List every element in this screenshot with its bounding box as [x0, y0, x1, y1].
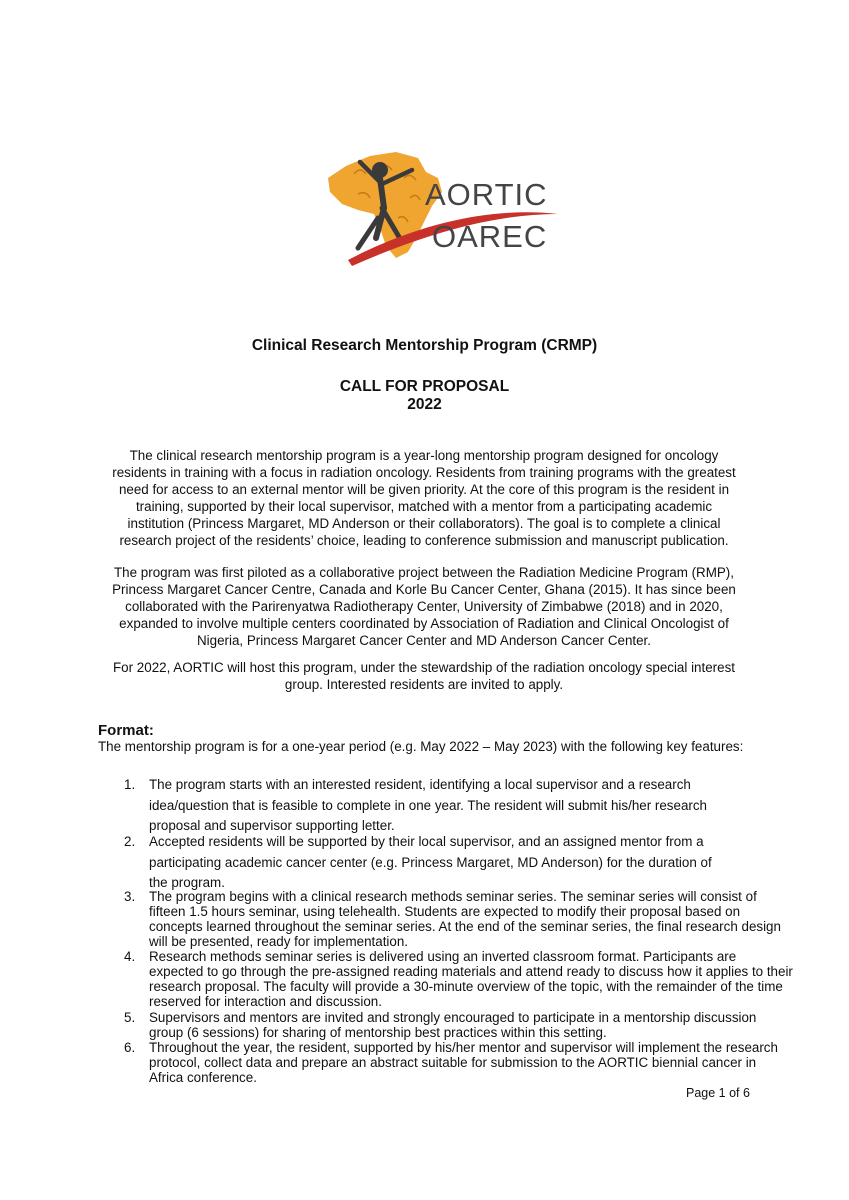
list-number: 3. [124, 889, 136, 904]
list-line: participating academic cancer center (e.g. Princess Margaret, MD Anderson) for the duration of [149, 854, 712, 870]
list-number: 4. [124, 949, 136, 964]
paragraph-line: collaborated with the Parirenyatwa Radiotherapy Center, University of Zimbabwe (2018) and in 2020, [125, 599, 723, 614]
paragraph-line: institution (Princess Margaret, MD Anderson or their collaborators). The goal is to complete a clinical [127, 516, 721, 531]
list-line: expected to go through the pre-assigned reading materials and attend ready to discuss how it applies to their [149, 964, 793, 980]
paragraph-line: For 2022, AORTIC will host this program, under the stewardship of the radiation oncology special interest [113, 660, 735, 675]
list-line: The program starts with an interested resident, identifying a local supervisor and a research [149, 777, 691, 792]
list-line: The program begins with a clinical research methods seminar series. The seminar series will consist of [149, 889, 757, 904]
intro-paragraph-1 [98, 447, 750, 549]
list-line: proposal and supervisor supporting letter. [149, 818, 395, 833]
paragraph-line: need for access to an external mentor will be given priority. At the core of this program is the resident in [118, 482, 730, 497]
paragraph-line: research project of the residents’ choice, leading to conference submission and manuscript publication. [119, 533, 729, 548]
list-line: group (6 sessions) for sharing of mentorship best practices within this setting. [149, 1025, 607, 1041]
list-line: concepts learned throughout the seminar series. At the end of the seminar series, the final research design [149, 919, 781, 935]
paragraph-line: The program was first piloted as a collaborative project between the Radiation Medicine Program (RMP), [114, 565, 734, 580]
list-line: Supervisors and mentors are invited and strongly encouraged to participate in a mentorship discussion [149, 1010, 757, 1025]
call-for-proposal-title: CALL FOR PROPOSAL [339, 378, 510, 395]
intro-paragraph-2 [98, 564, 750, 649]
list-line: Throughout the year, the resident, supported by his/her mentor and supervisor will implement the research [149, 1040, 778, 1055]
paragraph-line: The clinical research mentorship program is a year-long mentorship program designed for oncology [129, 448, 719, 463]
document-title: Clinical Research Mentorship Program (CRMP) [251, 337, 598, 354]
intro-paragraph-3 [98, 659, 750, 693]
list-line: fifteen 1.5 hours seminar, using telehealth. Students are expected to modify their proposal based on [149, 904, 741, 920]
list-line: protocol, collect data and prepare an abstract suitable for submission to the AORTIC biennial cancer in [149, 1055, 757, 1071]
logo-text-oarec: OAREC [432, 219, 548, 254]
paragraph-line: Princess Margaret Cancer Centre, Canada and Korle Bu Cancer Center, Ghana (2015). It has since been [112, 582, 736, 597]
paragraph-line: residents in training with a focus in radiation oncology. Residents from training programs with the greatest [112, 465, 736, 480]
list-number: 5. [124, 1010, 136, 1025]
paragraph-line: group. Interested residents are invited to apply. [284, 677, 564, 692]
list-line: research proposal. The faculty will provide a 30-minute overview of the topic, with the remainder of the time [149, 979, 783, 995]
list-line: will be presented, ready for implementation. [149, 934, 409, 950]
list-line: Research methods seminar series is delivered using an inverted classroom format. Participants are [149, 949, 737, 964]
logo-text-aortic: AORTIC [425, 177, 548, 212]
paragraph-line: expanded to involve multiple centers coordinated by Association of Radiation and Clinical Oncologist of [119, 616, 729, 631]
list-line: Accepted residents will be supported by their local supervisor, and an assigned mentor from a [149, 834, 704, 849]
paragraph-line: Nigeria, Princess Margaret Cancer Center and MD Anderson Cancer Center. [197, 633, 651, 648]
list-line: the program. [149, 875, 225, 890]
list-number: 1. [124, 777, 136, 792]
list-line: reserved for interaction and discussion. [149, 994, 382, 1010]
format-heading: Format: [98, 722, 154, 739]
year-title: 2022 [407, 396, 442, 413]
list-number: 2. [124, 834, 136, 849]
list-number: 6. [124, 1040, 136, 1055]
page-number: Page 1 of 6 [686, 1086, 750, 1100]
paragraph-line: training, supported by their local supervisor, matched with a mentor from a participating academic [135, 499, 713, 514]
list-line: idea/question that is feasible to complete in one year. The resident will submit his/her research [149, 797, 707, 813]
list-line: Africa conference. [149, 1070, 257, 1086]
format-intro: The mentorship program is for a one-year period (e.g. May 2022 – May 2023) with the following key features: [98, 739, 744, 754]
